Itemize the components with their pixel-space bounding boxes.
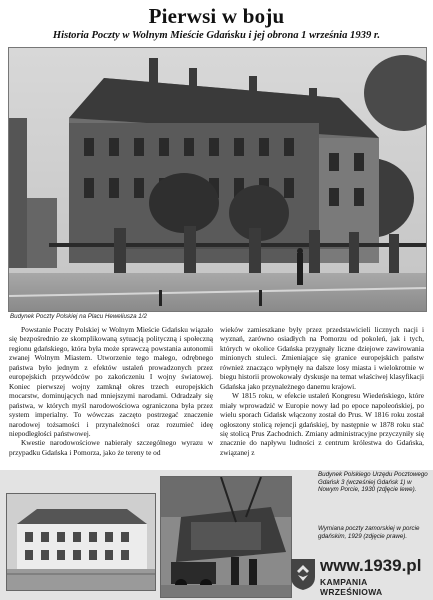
article-paragraph: Kwestie narodowościowe nabierały szczególnego wyrazu w przypadku Gdańska i Pomorza, jako że tereny te od	[9, 438, 213, 457]
photo-overseas-mail-port	[160, 476, 292, 598]
caption-overseas-mail: Wymiana poczty zamorskiej w porcie gdańskim, 1929 (zdjęcie prawe).	[318, 525, 420, 540]
logo-campaign-name: KAMPANIA WRZEŚNIOWA	[320, 577, 383, 597]
article-paragraph: wieków zamieszkane były przez przedstawicieli licznych nacji i wyznań, zarówno osiadłych na Pomorzu od pokoleń, jak i tych, których w okolice Gdańska przygnały liczne dziejowe zawirowania minionych stuleci. Zmieniające się granice europejskich państw również znacząco wpłynęły na dalsze losy miasta i wielokrotnie w biegu historii prowokowały dyskusje na temat właściwej klasyfikacji Gdańska jako przynależnego danemu krajowi.	[220, 325, 424, 391]
caption-post-office-nowy-port: Budynek Polskiego Urzędu Pocztowego Gdańsk 3 (wcześniej Gdańsk 1) w Nowym Porcie, 1930 (zdjęcie lewe).	[318, 471, 428, 494]
main-photo-post-office	[8, 47, 427, 312]
post-office-illustration	[9, 48, 426, 311]
photo-post-office-nowy-port	[6, 493, 156, 591]
article-paragraph: Powstanie Poczty Polskiej w Wolnym Mieście Gdańsku wiązało się bezpośrednio ze skomplikowaną sytuacją polityczną i społeczną regionu gdańskiego, która była może sprawczą powstania autonomii zwanej Wolnym Miastem. Utworzenie tego małego, odrębnego państwa było jednym z efektów ustaleń prowadzonych przez europejskich przywódców po zakończeniu I wojny światowej. Koniec pierwszej wojny zamknął okres trzech europejskich mocarstw, dominujących nad mniejszymi narodami. Odradzały się państwa, w których myśl narodowościowa ograniczona była przez system imperialny. To wówczas zaczęto postrzegać znaczenie narodowej tożsamości i przynależności oraz rozumieć ideę niepodległości państwowej.	[9, 325, 213, 438]
port-illustration	[161, 477, 291, 597]
article-column-left	[9, 325, 213, 457]
page-title: Pierwsi w boju	[148, 4, 285, 28]
page-subtitle: Historia Poczty w Wolnym Mieście Gdańsku i jej obrona 1 września 1939 r.	[52, 30, 381, 41]
article-column-right	[220, 325, 424, 457]
logo-url: www.1939.pl	[320, 556, 422, 575]
main-photo-caption: Budynek Poczty Polskiej na Placu Heweliusza 1/2	[10, 313, 147, 320]
article-paragraph: W 1815 roku, w efekcie ustaleń Kongresu Wiedeńskiego, które miały wprowadzić w Europie nowy ład po epoce napoleońskiej, po wielu sporach Gdańsk włączony został do Prus. W 1816 roku został ogłoszony stolicą rejencji gdańskiej, by następnie w 1878 roku stać się stolicą Prus Zachodnich. Zmiany administracyjne przyczyniły się znacznie do napływu ludności z centrum królestwa do Gdańska, związanej z	[220, 391, 424, 457]
eagle-emblem-icon	[289, 557, 317, 591]
nowy-port-illustration	[7, 494, 155, 590]
